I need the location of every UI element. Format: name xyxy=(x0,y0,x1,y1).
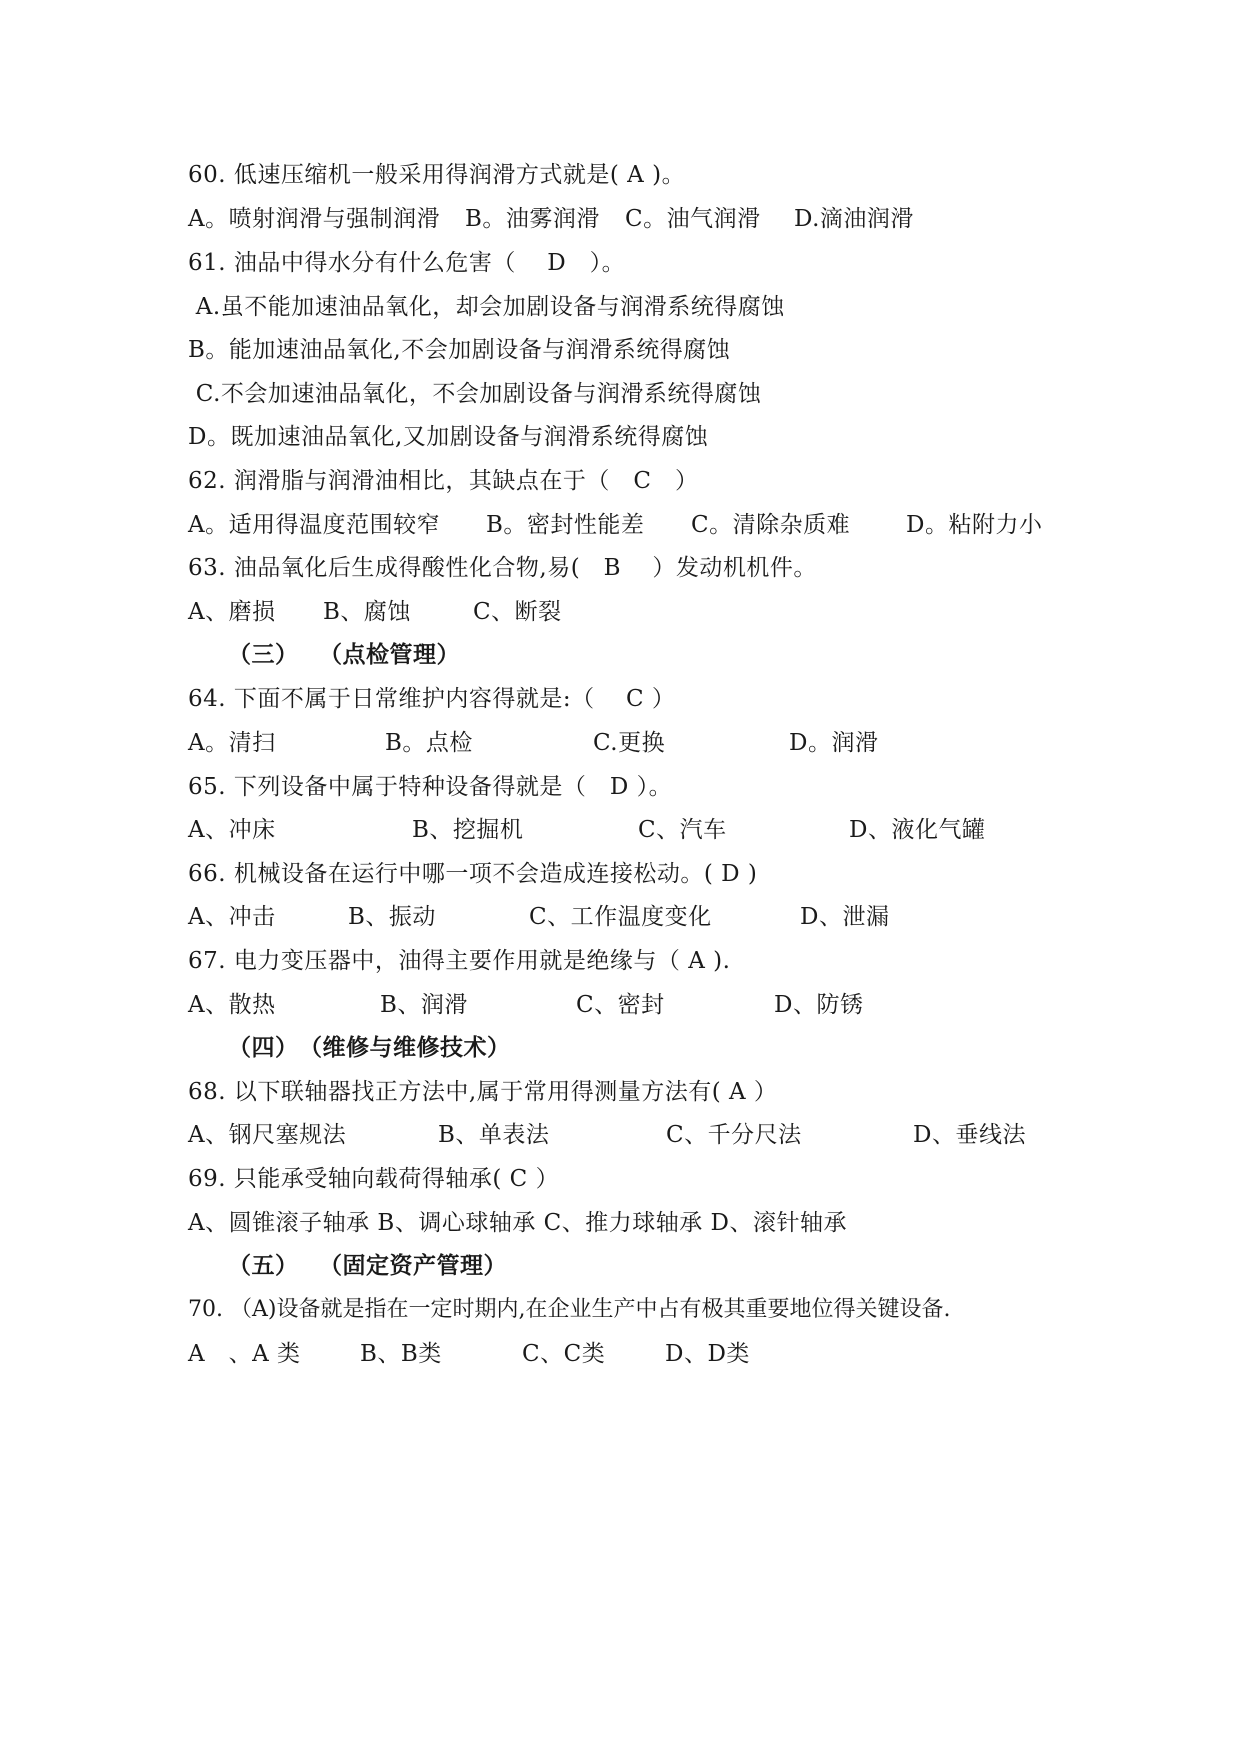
option: B、润滑 xyxy=(380,992,468,1018)
option: B。点检 xyxy=(385,730,473,756)
option: A、冲床 xyxy=(188,817,276,843)
option: B。能加速油品氧化,不会加剧设备与润滑系统得腐蚀 xyxy=(188,337,731,363)
option-row xyxy=(188,1334,750,1374)
option-row xyxy=(188,505,1043,545)
option: A、磨损 xyxy=(188,599,276,625)
option: A、散热 xyxy=(188,992,276,1018)
option: C.不会加速油品氧化，不会加剧设备与润滑系统得腐蚀 xyxy=(188,381,762,407)
option-row xyxy=(188,1115,1026,1155)
option: D、防锈 xyxy=(774,992,864,1018)
question-stem: 65. 下列设备中属于特种设备得就是（ D ）。 xyxy=(188,774,673,800)
option: B。密封性能差 xyxy=(486,512,645,538)
question-stem: 67. 电力变压器中，油得主要作用就是绝缘与（ A ). xyxy=(188,948,731,974)
question-stem: 70. （A)设备就是指在一定时期内,在企业生产中占有极其重要地位得关键设备. xyxy=(188,1297,951,1322)
option: A、冲击 xyxy=(188,904,276,930)
question-stem: 68. 以下联轴器找正方法中,属于常用得测量方法有( A ） xyxy=(188,1079,778,1105)
option: D.滴油润滑 xyxy=(794,206,914,232)
section-heading: （四） （维修与维修技术） xyxy=(228,1034,511,1061)
option: C、C类 xyxy=(522,1341,606,1367)
option: C、密封 xyxy=(576,992,665,1018)
option-row xyxy=(188,592,562,632)
section-heading: （五） （固定资产管理） xyxy=(228,1252,508,1279)
option: D、液化气罐 xyxy=(849,817,986,843)
option-row xyxy=(188,810,986,850)
option: A、钢尺塞规法 xyxy=(188,1122,347,1148)
option: C、断裂 xyxy=(473,599,562,625)
option-row xyxy=(188,985,864,1025)
option: C。清除杂质难 xyxy=(691,512,851,538)
option: B、挖掘机 xyxy=(412,817,524,843)
option: A、圆锥滚子轴承 B、调心球轴承 C、推力球轴承 D、滚针轴承 xyxy=(188,1210,847,1236)
option: A。清扫 xyxy=(188,730,276,756)
question-stem: 62. 润滑脂与润滑油相比，其缺点在于（ C ） xyxy=(188,468,699,494)
question-stem: 69. 只能承受轴向载荷得轴承( C ） xyxy=(188,1166,560,1192)
option: A。喷射润滑与强制润滑 xyxy=(188,206,441,232)
option: D。既加速油品氧化,又加剧设备与润滑系统得腐蚀 xyxy=(188,424,709,450)
option: A 、A 类 xyxy=(188,1341,301,1367)
option: D、垂线法 xyxy=(913,1122,1026,1148)
option: A.虽不能加速油品氧化，却会加剧设备与润滑系统得腐蚀 xyxy=(188,294,785,320)
option: C.更换 xyxy=(593,730,666,756)
option: D、D类 xyxy=(665,1341,750,1367)
option-row xyxy=(188,199,914,239)
option: D、泄漏 xyxy=(800,904,890,930)
option: B、B类 xyxy=(360,1341,442,1367)
option: D。润滑 xyxy=(789,730,879,756)
question-stem: 64. 下面不属于日常维护内容得就是:（ C ） xyxy=(188,686,676,712)
option: B、腐蚀 xyxy=(323,599,411,625)
option-row xyxy=(188,897,890,937)
option: A。适用得温度范围较窄 xyxy=(188,512,441,538)
question-stem: 63. 油品氧化后生成得酸性化合物,易( B ）发动机机件。 xyxy=(188,555,817,581)
option: D。粘附力小 xyxy=(906,512,1043,538)
option-row xyxy=(188,723,879,763)
question-stem: 66. 机械设备在运行中哪一项不会造成连接松动。( D ) xyxy=(188,861,758,887)
option: C。油气润滑 xyxy=(625,206,761,232)
section-heading: （三） （点检管理） xyxy=(228,641,461,668)
option: B。油雾润滑 xyxy=(465,206,600,232)
question-stem: 61. 油品中得水分有什么危害（ D ）。 xyxy=(188,250,626,276)
option: B、单表法 xyxy=(438,1122,550,1148)
question-stem: 60. 低速压缩机一般采用得润滑方式就是( A )。 xyxy=(188,162,686,188)
option: B、振动 xyxy=(348,904,436,930)
option: C、千分尺法 xyxy=(666,1122,802,1148)
option: C、汽车 xyxy=(638,817,727,843)
option: C、工作温度变化 xyxy=(529,904,712,930)
